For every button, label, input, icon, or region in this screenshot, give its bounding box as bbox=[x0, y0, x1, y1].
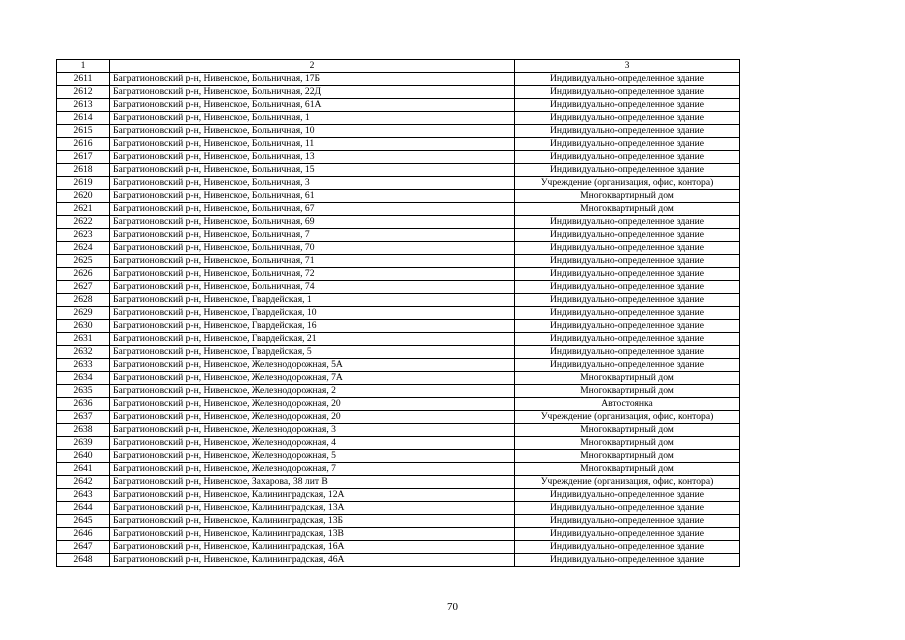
row-object-type: Автостоянка bbox=[515, 398, 740, 411]
table-body bbox=[57, 60, 740, 567]
row-address: Багратионовский р-н, Нивенское, Больничная, 3 bbox=[110, 177, 515, 190]
row-number: 2613 bbox=[57, 99, 110, 112]
row-number: 2635 bbox=[57, 385, 110, 398]
table-row bbox=[57, 177, 740, 190]
row-number: 2636 bbox=[57, 398, 110, 411]
row-number: 2626 bbox=[57, 268, 110, 281]
row-object-type: Индивидуально-определенное здание bbox=[515, 294, 740, 307]
row-object-type: Многоквартирный дом bbox=[515, 385, 740, 398]
row-address: Багратионовский р-н, Нивенское, Больничная, 10 bbox=[110, 125, 515, 138]
row-address: Багратионовский р-н, Нивенское, Больничная, 11 bbox=[110, 138, 515, 151]
table-row bbox=[57, 372, 740, 385]
row-number: 2645 bbox=[57, 515, 110, 528]
table-row bbox=[57, 112, 740, 125]
table-row bbox=[57, 99, 740, 112]
row-address: Багратионовский р-н, Нивенское, Больничная, 67 bbox=[110, 203, 515, 216]
row-object-type: Индивидуально-определенное здание bbox=[515, 99, 740, 112]
row-address: Багратионовский р-н, Нивенское, Больничная, 15 bbox=[110, 164, 515, 177]
row-number: 2622 bbox=[57, 216, 110, 229]
table-row bbox=[57, 489, 740, 502]
row-object-type: Многоквартирный дом bbox=[515, 190, 740, 203]
row-address: Багратионовский р-н, Нивенское, Больничная, 13 bbox=[110, 151, 515, 164]
row-number: 2628 bbox=[57, 294, 110, 307]
table-row bbox=[57, 268, 740, 281]
row-number: 2629 bbox=[57, 307, 110, 320]
table-row bbox=[57, 216, 740, 229]
table-row bbox=[57, 554, 740, 567]
row-object-type: Многоквартирный дом bbox=[515, 424, 740, 437]
row-address: Багратионовский р-н, Нивенское, Калининградская, 13А bbox=[110, 502, 515, 515]
row-number: 2638 bbox=[57, 424, 110, 437]
row-number: 2623 bbox=[57, 229, 110, 242]
table-row bbox=[57, 73, 740, 86]
row-address: Багратионовский р-н, Нивенское, Калининградская, 13Б bbox=[110, 515, 515, 528]
table-row bbox=[57, 229, 740, 242]
table-row bbox=[57, 164, 740, 177]
row-number: 2621 bbox=[57, 203, 110, 216]
row-number: 2640 bbox=[57, 450, 110, 463]
row-address: Багратионовский р-н, Нивенское, Железнодорожная, 7А bbox=[110, 372, 515, 385]
row-number: 2630 bbox=[57, 320, 110, 333]
row-address: Багратионовский р-н, Нивенское, Гвардейская, 21 bbox=[110, 333, 515, 346]
header-col-3: 3 bbox=[515, 60, 740, 73]
row-object-type: Учреждение (организация, офис, контора) bbox=[515, 177, 740, 190]
table-row bbox=[57, 86, 740, 99]
row-object-type: Индивидуально-определенное здание bbox=[515, 333, 740, 346]
row-address: Багратионовский р-н, Нивенское, Калининградская, 12А bbox=[110, 489, 515, 502]
row-object-type: Учреждение (организация, офис, контора) bbox=[515, 476, 740, 489]
table-row bbox=[57, 125, 740, 138]
row-object-type: Многоквартирный дом bbox=[515, 450, 740, 463]
table-row bbox=[57, 359, 740, 372]
table-row bbox=[57, 333, 740, 346]
table-row bbox=[57, 541, 740, 554]
row-number: 2611 bbox=[57, 73, 110, 86]
row-number: 2612 bbox=[57, 86, 110, 99]
row-number: 2624 bbox=[57, 242, 110, 255]
row-object-type: Индивидуально-определенное здание bbox=[515, 125, 740, 138]
row-object-type: Индивидуально-определенное здание bbox=[515, 164, 740, 177]
table-row bbox=[57, 463, 740, 476]
row-address: Багратионовский р-н, Нивенское, Гвардейская, 16 bbox=[110, 320, 515, 333]
table-row bbox=[57, 450, 740, 463]
row-object-type: Индивидуально-определенное здание bbox=[515, 216, 740, 229]
row-number: 2648 bbox=[57, 554, 110, 567]
row-object-type: Многоквартирный дом bbox=[515, 437, 740, 450]
table-row bbox=[57, 476, 740, 489]
row-address: Багратионовский р-н, Нивенское, Больничная, 7 bbox=[110, 229, 515, 242]
row-number: 2620 bbox=[57, 190, 110, 203]
row-object-type: Индивидуально-определенное здание bbox=[515, 528, 740, 541]
table-row bbox=[57, 398, 740, 411]
row-address: Багратионовский р-н, Нивенское, Калининградская, 46А bbox=[110, 554, 515, 567]
table-row bbox=[57, 502, 740, 515]
table-row bbox=[57, 437, 740, 450]
row-number: 2641 bbox=[57, 463, 110, 476]
row-number: 2616 bbox=[57, 138, 110, 151]
row-address: Багратионовский р-н, Нивенское, Больничная, 22Д bbox=[110, 86, 515, 99]
row-number: 2639 bbox=[57, 437, 110, 450]
row-object-type: Индивидуально-определенное здание bbox=[515, 151, 740, 164]
row-object-type: Индивидуально-определенное здание bbox=[515, 346, 740, 359]
row-address: Багратионовский р-н, Нивенское, Больничная, 71 bbox=[110, 255, 515, 268]
row-number: 2634 bbox=[57, 372, 110, 385]
row-number: 2614 bbox=[57, 112, 110, 125]
table-row bbox=[57, 320, 740, 333]
row-number: 2619 bbox=[57, 177, 110, 190]
table-row bbox=[57, 190, 740, 203]
page-number: 70 bbox=[447, 601, 458, 613]
table-row bbox=[57, 411, 740, 424]
row-number: 2642 bbox=[57, 476, 110, 489]
row-object-type: Индивидуально-определенное здание bbox=[515, 112, 740, 125]
row-address: Багратионовский р-н, Нивенское, Больничная, 74 bbox=[110, 281, 515, 294]
row-object-type: Индивидуально-определенное здание bbox=[515, 281, 740, 294]
table-row bbox=[57, 515, 740, 528]
table-row bbox=[57, 151, 740, 164]
row-number: 2617 bbox=[57, 151, 110, 164]
row-address: Багратионовский р-н, Нивенское, Калининградская, 16А bbox=[110, 541, 515, 554]
row-object-type: Индивидуально-определенное здание bbox=[515, 229, 740, 242]
row-number: 2644 bbox=[57, 502, 110, 515]
row-number: 2618 bbox=[57, 164, 110, 177]
row-address: Багратионовский р-н, Нивенское, Гвардейская, 1 bbox=[110, 294, 515, 307]
table-row bbox=[57, 255, 740, 268]
table-row bbox=[57, 294, 740, 307]
row-address: Багратионовский р-н, Нивенское, Калининградская, 13В bbox=[110, 528, 515, 541]
row-number: 2637 bbox=[57, 411, 110, 424]
row-number: 2615 bbox=[57, 125, 110, 138]
row-address: Багратионовский р-н, Нивенское, Больничная, 61 bbox=[110, 190, 515, 203]
row-number: 2631 bbox=[57, 333, 110, 346]
row-object-type: Индивидуально-определенное здание bbox=[515, 554, 740, 567]
row-address: Багратионовский р-н, Нивенское, Железнодорожная, 5А bbox=[110, 359, 515, 372]
row-address: Багратионовский р-н, Нивенское, Железнодорожная, 2 bbox=[110, 385, 515, 398]
row-address: Багратионовский р-н, Нивенское, Больничная, 17Б bbox=[110, 73, 515, 86]
row-number: 2632 bbox=[57, 346, 110, 359]
row-object-type: Индивидуально-определенное здание bbox=[515, 255, 740, 268]
document-table bbox=[56, 59, 740, 567]
table-row bbox=[57, 242, 740, 255]
row-address: Багратионовский р-н, Нивенское, Железнодорожная, 3 bbox=[110, 424, 515, 437]
row-address: Багратионовский р-н, Нивенское, Гвардейская, 10 bbox=[110, 307, 515, 320]
row-address: Багратионовский р-н, Нивенское, Железнодорожная, 20 bbox=[110, 398, 515, 411]
row-address: Багратионовский р-н, Нивенское, Железнодорожная, 5 bbox=[110, 450, 515, 463]
row-address: Багратионовский р-н, Нивенское, Больничная, 61А bbox=[110, 99, 515, 112]
row-address: Багратионовский р-н, Нивенское, Больничная, 69 bbox=[110, 216, 515, 229]
row-object-type: Индивидуально-определенное здание bbox=[515, 307, 740, 320]
row-address: Багратионовский р-н, Нивенское, Железнодорожная, 7 bbox=[110, 463, 515, 476]
row-object-type: Индивидуально-определенное здание bbox=[515, 515, 740, 528]
row-object-type: Учреждение (организация, офис, контора) bbox=[515, 411, 740, 424]
header-col-2: 2 bbox=[110, 60, 515, 73]
table-row bbox=[57, 203, 740, 216]
row-number: 2633 bbox=[57, 359, 110, 372]
row-object-type: Индивидуально-определенное здание bbox=[515, 138, 740, 151]
row-address: Багратионовский р-н, Нивенское, Железнодорожная, 20 bbox=[110, 411, 515, 424]
row-number: 2647 bbox=[57, 541, 110, 554]
row-object-type: Многоквартирный дом bbox=[515, 463, 740, 476]
table-row bbox=[57, 385, 740, 398]
row-object-type: Индивидуально-определенное здание bbox=[515, 359, 740, 372]
row-object-type: Индивидуально-определенное здание bbox=[515, 86, 740, 99]
row-number: 2625 bbox=[57, 255, 110, 268]
table-row bbox=[57, 281, 740, 294]
row-address: Багратионовский р-н, Нивенское, Гвардейская, 5 bbox=[110, 346, 515, 359]
row-address: Багратионовский р-н, Нивенское, Больничная, 1 bbox=[110, 112, 515, 125]
table-row bbox=[57, 346, 740, 359]
row-address: Багратионовский р-н, Нивенское, Захарова, 38 лит В bbox=[110, 476, 515, 489]
header-col-1: 1 bbox=[57, 60, 110, 73]
row-number: 2646 bbox=[57, 528, 110, 541]
row-address: Багратионовский р-н, Нивенское, Железнодорожная, 4 bbox=[110, 437, 515, 450]
row-object-type: Индивидуально-определенное здание bbox=[515, 502, 740, 515]
table-row bbox=[57, 424, 740, 437]
row-object-type: Индивидуально-определенное здание bbox=[515, 73, 740, 86]
row-address: Багратионовский р-н, Нивенское, Больничная, 70 bbox=[110, 242, 515, 255]
row-object-type: Индивидуально-определенное здание bbox=[515, 242, 740, 255]
table-row bbox=[57, 307, 740, 320]
row-number: 2643 bbox=[57, 489, 110, 502]
row-object-type: Индивидуально-определенное здание bbox=[515, 541, 740, 554]
row-object-type: Индивидуально-определенное здание bbox=[515, 320, 740, 333]
row-object-type: Многоквартирный дом bbox=[515, 372, 740, 385]
row-object-type: Многоквартирный дом bbox=[515, 203, 740, 216]
row-object-type: Индивидуально-определенное здание bbox=[515, 268, 740, 281]
table-header-row bbox=[57, 60, 740, 73]
row-address: Багратионовский р-н, Нивенское, Больничная, 72 bbox=[110, 268, 515, 281]
row-number: 2627 bbox=[57, 281, 110, 294]
table-row bbox=[57, 528, 740, 541]
table-row bbox=[57, 138, 740, 151]
row-object-type: Индивидуально-определенное здание bbox=[515, 489, 740, 502]
